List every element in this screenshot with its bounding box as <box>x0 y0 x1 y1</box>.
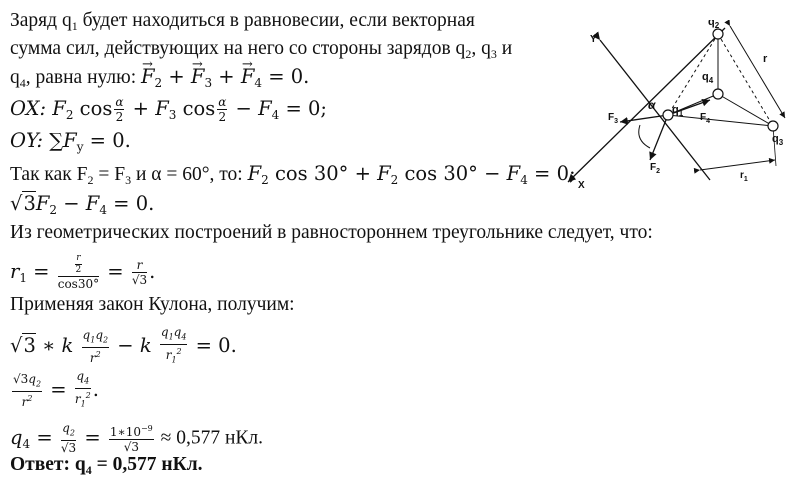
triangle-side <box>718 34 773 126</box>
r-dimension <box>730 26 785 118</box>
sqrt3-formula: $√3F_2 - F_4 = 0$. <box>10 192 155 217</box>
coulomb-formula: √3 ∗ k $\frac{q_1q_2}{r^2}$ − k $\frac{q_1q_4}{r_1^2}$ = 0. <box>10 325 237 366</box>
subscript: 3 <box>125 173 132 187</box>
subscript: 2 <box>87 173 94 187</box>
intro-line-1 <box>10 10 475 37</box>
subscript: 4 <box>19 76 26 90</box>
charge-q2 <box>713 29 723 39</box>
subscript: 3 <box>490 47 497 61</box>
since-line <box>10 163 576 191</box>
r1-formula: $r_1$ = $\frac{\frac{r}{2}}{\cos 30^\circ}$ = $\frac{r}{√3}$ . <box>10 253 156 291</box>
answer-label: Ответ: <box>10 454 75 475</box>
label-q1: $q_1$ <box>672 104 684 118</box>
triangle-side <box>668 34 718 115</box>
since-text: и α = 60°, то: <box>131 164 248 185</box>
f3-arrow <box>620 115 668 122</box>
charges-diagram <box>560 20 792 195</box>
q4-formula: $q_4$ = $\frac{q_2}{√3}$ = $\frac{1∗10^{-9}}{√3}$ <box>10 421 153 456</box>
since-text: Так как F <box>10 164 88 185</box>
intro-line-2 <box>10 38 512 65</box>
oy-formula: $\sum F_y = 0$. <box>49 129 131 154</box>
charge-q4 <box>713 89 723 99</box>
q4-result-text: ≈ 0,577 нКл. <box>155 427 264 449</box>
oy-label: OY: <box>10 129 50 152</box>
since-formula: $F_2$ $\cos 30^\circ + F_2$ $\cos 30^\circ - F_4 = 0$; <box>247 162 576 187</box>
subscript: 2 <box>465 47 472 61</box>
label-x-axis: X <box>578 180 585 191</box>
oy-equation-line <box>10 130 131 158</box>
r1-dimension <box>700 160 775 170</box>
subscript: 1 <box>71 19 78 33</box>
intro-text: , равна нулю: <box>25 67 141 88</box>
label-q2: $q_2$ <box>708 20 720 30</box>
ratio-formula-line <box>10 370 99 411</box>
label-f3: $F_3$ <box>608 112 619 125</box>
ratio-formula: $\frac{√3q_2}{r^2}$ = $\frac{q_4}{r_1^2}$ . <box>13 369 99 410</box>
subscript: 4 <box>85 463 92 477</box>
label-r: r <box>763 53 768 65</box>
ox-formula: $F_2$ cos $\frac{\alpha}{2}$ + $F_3$ cos $\frac{\alpha}{2}$ − $F_4 = 0$; <box>52 95 327 124</box>
intro-text: Заряд q <box>10 10 72 31</box>
intro-text: , q <box>471 38 491 59</box>
intro-text: и <box>496 38 513 59</box>
coulomb-text: Применяя закон Кулона, получим: <box>10 294 295 315</box>
coulomb-line <box>10 294 295 316</box>
sqrt3-equation-line <box>10 193 154 221</box>
x-axis-line <box>568 28 725 182</box>
alpha-arc <box>639 125 650 148</box>
label-f2: $F_2$ <box>650 162 661 175</box>
q4-formula-line <box>10 422 263 455</box>
intro-text: будет находиться в равновесии, если векторная <box>77 10 475 31</box>
f2-arrow <box>650 115 668 160</box>
label-q3: $q_3$ <box>772 133 784 147</box>
intro-text: сумма сил, действующих на него со стороны зарядов q <box>10 38 466 59</box>
answer-line <box>10 454 203 481</box>
geometry-line <box>10 222 653 244</box>
answer-value: = 0,577 нКл. <box>91 454 203 475</box>
since-text: = F <box>93 164 126 185</box>
intro-line-3 <box>10 66 309 94</box>
ox-label: OX: <box>10 97 53 120</box>
label-q4: $q_4$ <box>702 71 714 85</box>
ox-equation-line <box>10 96 327 126</box>
coulomb-formula-line <box>10 326 237 367</box>
intro-text: q <box>10 67 20 88</box>
label-y-axis: Y <box>590 34 597 45</box>
label-r1: $r_1$ <box>740 170 748 183</box>
vector-sum-formula: → $F_2$ + → $F_3$ + → $F_4 = 0$. <box>141 65 309 88</box>
label-alpha: α <box>648 98 656 112</box>
geometry-text: Из геометрических построений в равностороннем треугольнике следует, что: <box>10 222 653 243</box>
label-f4: $F_4$ <box>700 112 711 125</box>
r1-formula-line <box>10 254 155 290</box>
answer-value: q <box>74 454 86 475</box>
charge-q3 <box>768 121 778 131</box>
